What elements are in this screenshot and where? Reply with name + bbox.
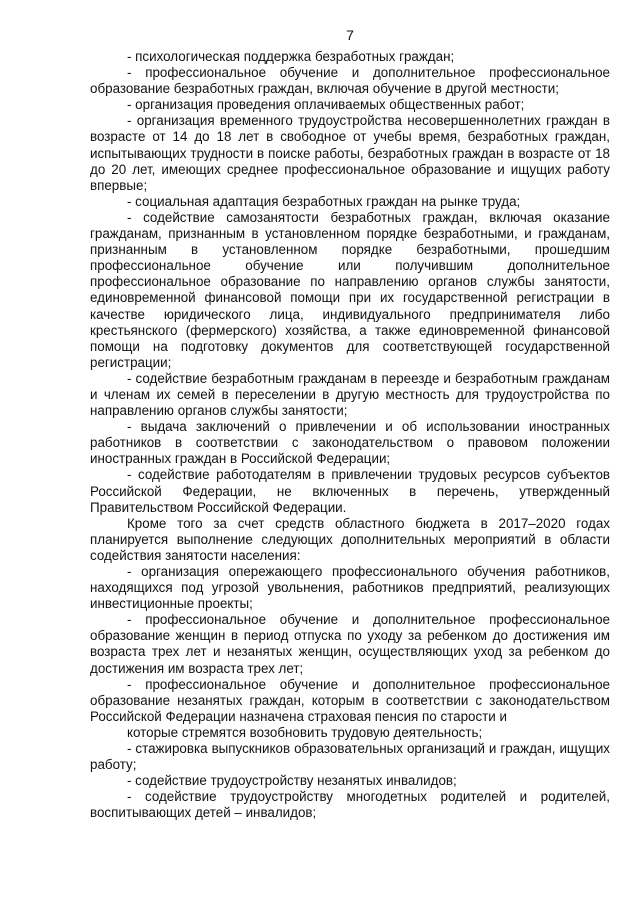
paragraph: - содействие самозанятости безработных граждан, включая оказание гражданам, признанным в установленном порядке безработными, и гражданам, признанным в установленном порядке безработными, прошедшим профессиональное обучение или получившим дополнительное профессиональное образование по направлению органов службы занятости, единовременной финансовой помощи при их государственной регистрации в качестве юридического лица, индивидуального предпринимателя либо крестьянского (фермерского) хозяйства, а также единовременной финансовой помощи на подготовку документов для соответствующей государственной регистрации; bbox=[90, 209, 610, 370]
paragraph: - организация опережающего профессионального обучения работников, находящихся под угрозой увольнения, работников предприятий, реализующих инвестиционные проекты; bbox=[90, 564, 610, 612]
paragraph: - содействие безработным гражданам в переезде и безработным гражданам и членам их семей в переселении в другую местность для трудоустройства по направлению органов службы занятости; bbox=[90, 370, 610, 419]
paragraph: - профессиональное обучение и дополнительное профессиональное образование незанятых граждан, которым в соответствии с законодательством Российской Федерации назначена страховая пенсия по старости и bbox=[90, 676, 610, 724]
paragraph: - содействие работодателям в привлечении трудовых ресурсов субъектов Российской Федерации, не включенных в перечень, утвержденный Правительством Российской Федерации. bbox=[90, 467, 610, 515]
document-body bbox=[90, 49, 610, 822]
paragraph: - содействие трудоустройству многодетных родителей и родителей, воспитывающих детей – инвалидов; bbox=[90, 789, 610, 821]
paragraph: - профессиональное обучение и дополнительное профессиональное образование женщин в период отпуска по уходу за ребенком до достижения им возраста трех лет и незанятых женщин, осуществляющих уход за ребенком до достижения им возраста трех лет; bbox=[90, 612, 610, 676]
paragraph: - организация временного трудоустройства несовершеннолетних граждан в возрасте от 14 до 18 лет в свободное от учебы время, безработных граждан, испытывающих трудности в поиске работы, безработных граждан в возрасте от 18 до 20 лет, имеющих среднее профессиональное образование и ищущих работу впервые; bbox=[90, 113, 610, 193]
page-number: 7 bbox=[346, 27, 354, 43]
paragraph: - организация проведения оплачиваемых общественных работ; bbox=[127, 97, 525, 113]
paragraph: Кроме того за счет средств областного бюджета в 2017–2020 годах планируется выполнение следующих дополнительных мероприятий в области содействия занятости населения: bbox=[90, 515, 610, 563]
paragraph: - содействие трудоустройству незанятых инвалидов; bbox=[127, 773, 457, 789]
paragraph: - стажировка выпускников образовательных организаций и граждан, ищущих работу; bbox=[90, 741, 610, 773]
paragraph: - профессиональное обучение и дополнительное профессиональное образование безработных граждан, включая обучение в другой местности; bbox=[90, 65, 610, 97]
paragraph: которые стремятся возобновить трудовую деятельность; bbox=[127, 724, 483, 740]
paragraph: - социальная адаптация безработных граждан на рынке труда; bbox=[127, 193, 521, 209]
document-page bbox=[90, 0, 610, 905]
paragraph: - выдача заключений о привлечении и об использовании иностранных работников в соответствии с законодательством о правовом положении иностранных граждан в Российской Федерации; bbox=[90, 419, 610, 467]
paragraph: - психологическая поддержка безработных граждан; bbox=[127, 49, 455, 64]
